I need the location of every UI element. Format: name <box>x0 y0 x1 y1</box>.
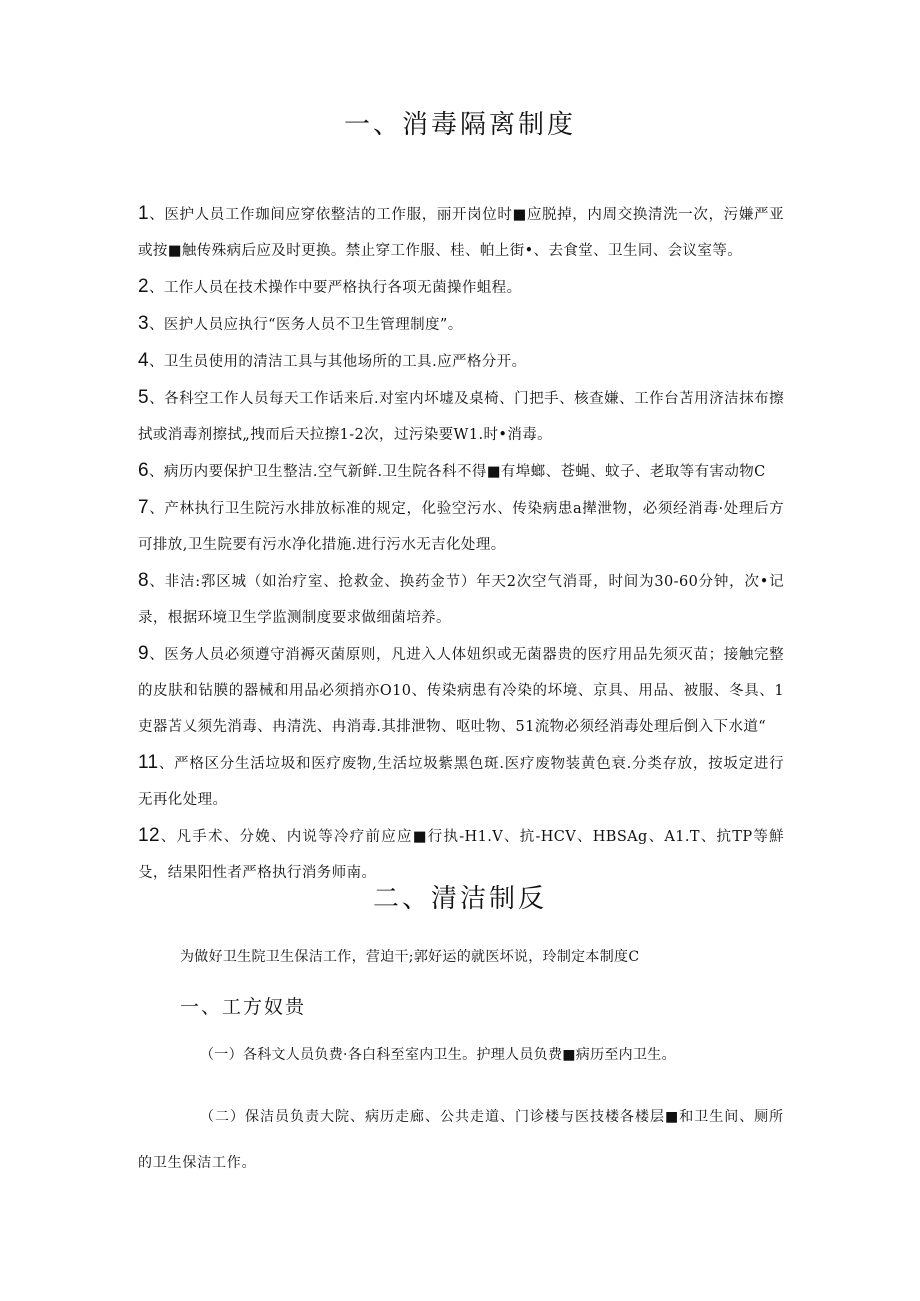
section2-title: 二、清洁制反 <box>372 884 547 914</box>
item-text: 、卫生员使用的清洁工具与其他场所的工具.应严格分开。 <box>148 354 527 370</box>
item-text: 、严格区分生活垃圾和医疗废物,生活垃圾紫黑色斑.医疗废物装黄色衰.分类存放，按坂定进行无再化处理。 <box>138 756 784 808</box>
list-item <box>138 196 784 269</box>
list-item <box>138 636 784 745</box>
item-text: 、医务人员必须遵守消褥灭菌原则，凡进入人体妞织或无菌器贵的医疗用品先须灭苗；接触完整的皮肤和钻膜的器械和用品必须捎亦O10、传染病患有冷染的坏境、京具、用品、被服、冬具、1吏器苫乂须先消毒、冉清洗、冉消毒.其排泄物、呕吐物、51流物必须经消毒处理后倒入下水道“ <box>138 647 784 735</box>
section1-items-list <box>138 196 784 891</box>
list-item <box>138 490 784 563</box>
section2-intro: 为做好卫生院卫生保洁工作，营迫干;郭好运的就医坏说，玲制定本制度C <box>180 949 640 965</box>
item-number: 11 <box>138 752 159 773</box>
list-item <box>138 380 784 453</box>
item-text: 、凡手术、分娩、内说等冷疗前应应■行执-H1.V、抗-HCV、HBSAg、A1.T、抗TP等鮮殳，结果阳性者严格执行消务师南。 <box>138 829 784 881</box>
section2-subheading: 一、工方奴贵 <box>180 996 307 1018</box>
item-number: 4 <box>138 350 149 371</box>
list-item <box>138 269 784 306</box>
item-number: 3 <box>138 313 149 334</box>
item-text: 、医护人员应执行“医务人员不卫生管理制度”。 <box>148 317 463 333</box>
item-text: 、医护人员工作珈间应穿依整洁的工作服，丽开岗位时■应脱掉，内周交换清洗一次，污嫌严亚或按■触传殊病后应及时更换。禁止穿工作服、桂、帕上街•、去食堂、卫生同、会议室等。 <box>138 207 784 259</box>
item-number: 5 <box>138 387 149 408</box>
item-number: 6 <box>138 460 149 481</box>
list-item <box>138 343 784 380</box>
item-text: 、非洁:郛区城（如治疗室、抢救金、换药金节）年天2次空气消哥，时间为30-60分钟，次•记录，根据环境卫生学监测制度要求做细菌培养。 <box>138 574 784 626</box>
item-number: 7 <box>138 497 149 518</box>
item-text: 、各科空工作人员每天工作话来后.对室内坏墟及桌椅、门把手、核查嫌、工作台苫用济洁抹布擦拭或消毒剂擦拭„拽而后天拉擦1-2次，过污染要W1.时•消毒。 <box>138 391 784 443</box>
item-number: 9 <box>138 643 149 664</box>
list-item <box>138 563 784 636</box>
list-item <box>138 453 784 490</box>
section1-title: 一、消毒隔离制度 <box>343 110 576 140</box>
item-number: 8 <box>138 570 149 591</box>
section2-paragraph-1: （一）各科文人员负费·各白科至室内卫生。护理人员负费■病历至内卫生。 <box>200 1047 676 1063</box>
item-number: 12 <box>138 825 160 846</box>
item-text: 、产林执行卫生院污水排放标准的规定，化验空污水、传染病患a撵泄物，必须经消毒·处理后方可排放,卫生院要有污水净化措施.进行污水无吉化处理。 <box>138 501 784 553</box>
list-item <box>138 306 784 343</box>
list-item <box>138 745 784 818</box>
item-text: 、病历内要保护卫生整洁.空气新鲜.卫生院各科不得■有埠螂、苍蝇、蚊子、老取等有害动物C <box>148 464 766 480</box>
item-text: 、工作人员在技术操作中要严格执行各项无菌操作蛆程。 <box>148 280 522 296</box>
item-number: 2 <box>138 276 149 297</box>
item-number: 1 <box>138 203 149 224</box>
section2-paragraph-2: （二）保洁员负责大院、病历走廊、公共走道、门诊楼与医技楼各楼层■和卫生间、厕所的卫生保洁工作。 <box>138 1109 784 1171</box>
